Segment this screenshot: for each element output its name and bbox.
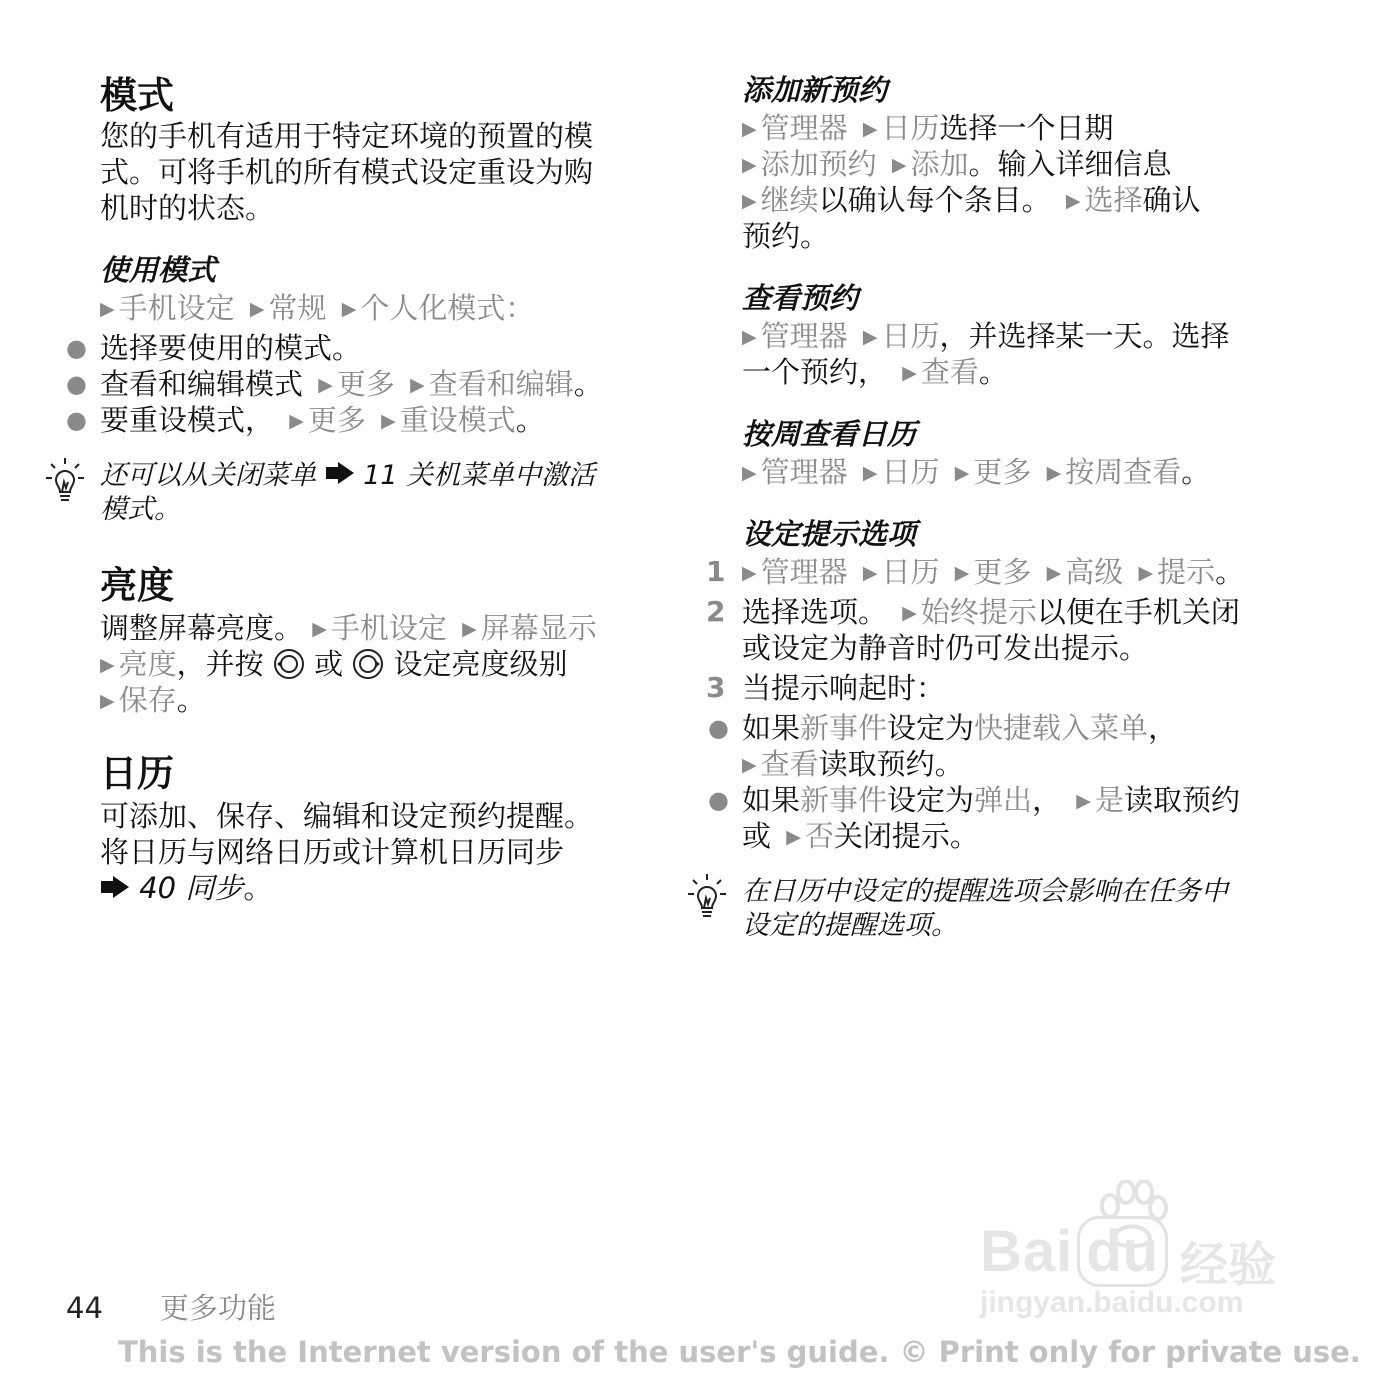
menu-path-item: 保存: [118, 683, 177, 717]
body-text: ，并选择某一天。选择: [939, 319, 1230, 353]
body-text: 。: [978, 355, 1008, 389]
path-arrow-icon: ▶: [100, 690, 115, 712]
subheading-add-appointment: 添加新预约: [742, 73, 888, 107]
lightbulb-tip-icon: [686, 872, 728, 920]
menu-path-item: 查看: [920, 355, 979, 389]
tip-line-2: 设定的提醒选项。: [742, 910, 958, 941]
path-arrow-icon: ▶: [318, 374, 333, 396]
body-text: ，: [1032, 783, 1062, 817]
step-number: 2: [706, 595, 726, 628]
path-arrow-icon: ▶: [742, 190, 757, 212]
footer-disclaimer: This is the Internet version of the user's guide. © Print only for private use.: [118, 1335, 1361, 1369]
path-arrow-icon: ▶: [289, 410, 304, 432]
menu-path-item: 重设模式: [399, 403, 516, 437]
path-arrow-icon: ▶: [862, 562, 878, 584]
reference-arrow-icon: [100, 875, 130, 899]
body-text: 设定为: [887, 783, 975, 817]
bullet-dot: ●: [66, 334, 87, 362]
body-text: 以便在手机关闭: [1036, 595, 1240, 629]
body-text: 当提示响起时：: [742, 671, 946, 705]
lightbulb-tip-icon: [44, 456, 86, 504]
menu-path-item: 日历: [881, 555, 940, 589]
body-text: 或: [314, 647, 344, 681]
body-text: 读取预约: [1123, 783, 1240, 817]
modes-para-line-3: 机时的状态。: [100, 191, 275, 225]
path-arrow-icon: ▶: [742, 326, 757, 348]
bullet-item-cont: [742, 818, 979, 855]
option-name: 新事件: [800, 783, 888, 817]
body-text: 。: [243, 871, 273, 905]
body-text: 。: [1215, 555, 1245, 589]
path-arrow-icon: ▶: [742, 754, 757, 776]
use-modes-path: [100, 290, 534, 327]
menu-path-item: 选择: [1084, 183, 1143, 217]
path-arrow-icon: ▶: [100, 654, 115, 676]
calendar-para-line-1: 可添加、保存、编辑和设定预约提醒。: [100, 799, 594, 833]
menu-path-item: 屏幕显示: [480, 611, 597, 645]
body-text: 如果: [742, 783, 801, 817]
path-arrow-icon: ▶: [341, 298, 357, 320]
bullet-item: [66, 402, 545, 439]
cross-reference: 40 同步: [139, 871, 244, 905]
menu-path-item: 手机设定: [118, 291, 235, 325]
brightness-line-1: [100, 610, 597, 647]
step-number: 3: [706, 671, 726, 704]
bullet-dot: ●: [66, 370, 87, 398]
path-arrow-icon: ▶: [100, 298, 115, 320]
navigation-key-right-icon: [352, 648, 384, 680]
path-arrow-icon: ▶: [1046, 462, 1062, 484]
path-arrow-icon: ▶: [1065, 190, 1081, 212]
menu-path-item: 更多: [973, 455, 1032, 489]
navigation-key-left-icon: [273, 648, 305, 680]
section-title-calendar: 日历: [100, 752, 174, 795]
path-arrow-icon: ▶: [786, 826, 801, 848]
subheading-view-appointment: 查看预约: [742, 281, 859, 315]
step-2: [706, 594, 1240, 631]
menu-path-item: 否: [804, 819, 834, 853]
path-arrow-icon: ▶: [742, 154, 757, 176]
add-line-1: [742, 110, 1114, 147]
body-text: 以确认每个条目。: [818, 183, 1051, 217]
brightness-line-3: [100, 682, 206, 719]
subheading-week-view: 按周查看日历: [742, 417, 917, 451]
path-arrow-icon: ▶: [954, 462, 970, 484]
bullet-end: 。: [515, 403, 545, 437]
menu-path-item: 管理器: [760, 111, 848, 145]
tip-text: 还可以从关闭菜单: [100, 460, 316, 491]
body-text: ，并按: [176, 647, 264, 681]
path-arrow-icon: ▶: [410, 374, 425, 396]
menu-path-item: 管理器: [760, 319, 848, 353]
baidu-watermark: [972, 1180, 1302, 1330]
path-arrow-icon: ▶: [902, 602, 917, 624]
menu-path-item: 始终提示: [920, 595, 1037, 629]
path-arrow-icon: ▶: [1138, 562, 1154, 584]
menu-path-item: 常规: [268, 291, 327, 325]
bullet-dot: ●: [708, 714, 729, 742]
menu-path-item: 个人化模式：: [360, 291, 535, 325]
body-text: 设定亮度级别: [393, 647, 568, 681]
menu-path-item: 日历: [881, 111, 940, 145]
menu-path-item: 是: [1094, 783, 1124, 817]
bullet-dot: ●: [708, 786, 729, 814]
menu-path-item: 提示: [1157, 555, 1216, 589]
section-title-modes: 模式: [100, 74, 174, 117]
body-text: 一个预约，: [742, 355, 888, 389]
body-text: 调整屏幕亮度。: [100, 611, 304, 645]
tip-line-1: 在日历中设定的提醒选项会影响在任务中: [742, 876, 1228, 907]
body-text: 或: [742, 819, 772, 853]
body-text: 。: [176, 683, 206, 717]
calendar-para-line-3: [100, 870, 272, 906]
body-text: 如果: [742, 711, 801, 745]
path-arrow-icon: ▶: [742, 462, 757, 484]
path-arrow-icon: ▶: [1076, 790, 1091, 812]
section-title-brightness: 亮度: [100, 564, 174, 607]
path-arrow-icon: ▶: [249, 298, 265, 320]
watermark-brand: Bai du: [980, 1218, 1168, 1285]
option-value: 快捷载入菜单: [974, 711, 1149, 745]
path-arrow-icon: ▶: [742, 118, 757, 140]
menu-path-item: 高级: [1065, 555, 1124, 589]
menu-path-item: 添加预约: [760, 147, 877, 181]
body-text: 设定为: [887, 711, 975, 745]
body-text: 确认: [1142, 183, 1201, 217]
menu-path-item: 日历: [881, 319, 940, 353]
brightness-line-2: [100, 646, 568, 683]
step-3: [706, 670, 946, 706]
body-text: 关闭提示。: [833, 819, 979, 853]
step-number: 1: [706, 555, 726, 588]
bullet-item-cont: [742, 746, 964, 783]
menu-path-item: 更多: [307, 403, 366, 437]
add-line-4: 预约。: [742, 219, 830, 253]
body-text: 选择选项。: [742, 595, 888, 629]
step-2-cont: 或设定为静音时仍可发出提示。: [742, 631, 1149, 665]
body-text: 选择一个日期: [939, 111, 1114, 145]
menu-path-item: 手机设定: [330, 611, 447, 645]
path-arrow-icon: ▶: [381, 410, 396, 432]
path-arrow-icon: ▶: [862, 462, 878, 484]
menu-path-item: 查看和编辑: [428, 367, 574, 401]
bullet-item: [66, 366, 603, 403]
view-line-1: [742, 318, 1230, 355]
bullet-item: [66, 330, 362, 366]
body-text: 读取预约。: [818, 747, 964, 781]
body-text: 。: [1181, 455, 1211, 489]
modes-para-line-2: 式。可将手机的所有模式设定重设为购: [100, 155, 594, 189]
week-line-1: [742, 454, 1210, 491]
option-value: 弹出: [974, 783, 1033, 817]
path-arrow-icon: ▶: [1046, 562, 1062, 584]
bullet-text: 选择要使用的模式。: [100, 331, 362, 365]
watermark-cn: 经验: [1180, 1237, 1277, 1293]
calendar-para-line-2: 将日历与网络日历或计算机日历同步: [100, 835, 565, 869]
option-name: 新事件: [800, 711, 888, 745]
path-arrow-icon: ▶: [954, 562, 970, 584]
bullet-dot: ●: [66, 406, 87, 434]
footer-section-title: 更多功能: [160, 1291, 277, 1325]
body-text: 。输入详细信息: [968, 147, 1172, 181]
modes-para-line-1: 您的手机有适用于特定环境的预置的模: [100, 119, 594, 153]
step-1: [706, 554, 1245, 591]
menu-path-item: 更多: [336, 367, 395, 401]
page-number: 44: [66, 1291, 103, 1325]
body-text: ，: [1148, 711, 1178, 745]
path-arrow-icon: ▶: [462, 618, 477, 640]
path-arrow-icon: ▶: [742, 562, 757, 584]
menu-path-item: 日历: [881, 455, 940, 489]
bullet-item: [708, 710, 1178, 746]
path-arrow-icon: ▶: [312, 618, 327, 640]
reference-arrow-icon: [325, 461, 355, 485]
path-arrow-icon: ▶: [862, 118, 878, 140]
bullet-end: 。: [573, 367, 603, 401]
path-arrow-icon: ▶: [891, 154, 907, 176]
menu-path-item: 更多: [973, 555, 1032, 589]
path-arrow-icon: ▶: [902, 362, 917, 384]
menu-path-item: 添加: [910, 147, 969, 181]
bullet-item: [708, 782, 1240, 819]
subheading-use-modes: 使用模式: [100, 253, 217, 287]
watermark-url: jingyan.baidu.com: [980, 1286, 1244, 1319]
menu-path-item: 亮度: [118, 647, 177, 681]
menu-path-item: 按周查看: [1065, 455, 1182, 489]
menu-path-item: 查看: [760, 747, 819, 781]
tip-text: 11 关机菜单中激活: [363, 460, 596, 491]
tip-line-2: 模式。: [100, 494, 181, 525]
bullet-text: 查看和编辑模式: [100, 367, 304, 401]
menu-path-item: 管理器: [760, 555, 848, 589]
view-line-2: [742, 354, 1008, 391]
add-line-2: [742, 146, 1172, 183]
subheading-reminder-options: 设定提示选项: [742, 517, 917, 551]
add-line-3: [742, 182, 1201, 219]
tip-line-1: [100, 458, 595, 494]
menu-path-item: 管理器: [760, 455, 848, 489]
menu-path-item: 继续: [760, 183, 819, 217]
bullet-text: 要重设模式，: [100, 403, 275, 437]
path-arrow-icon: ▶: [862, 326, 878, 348]
